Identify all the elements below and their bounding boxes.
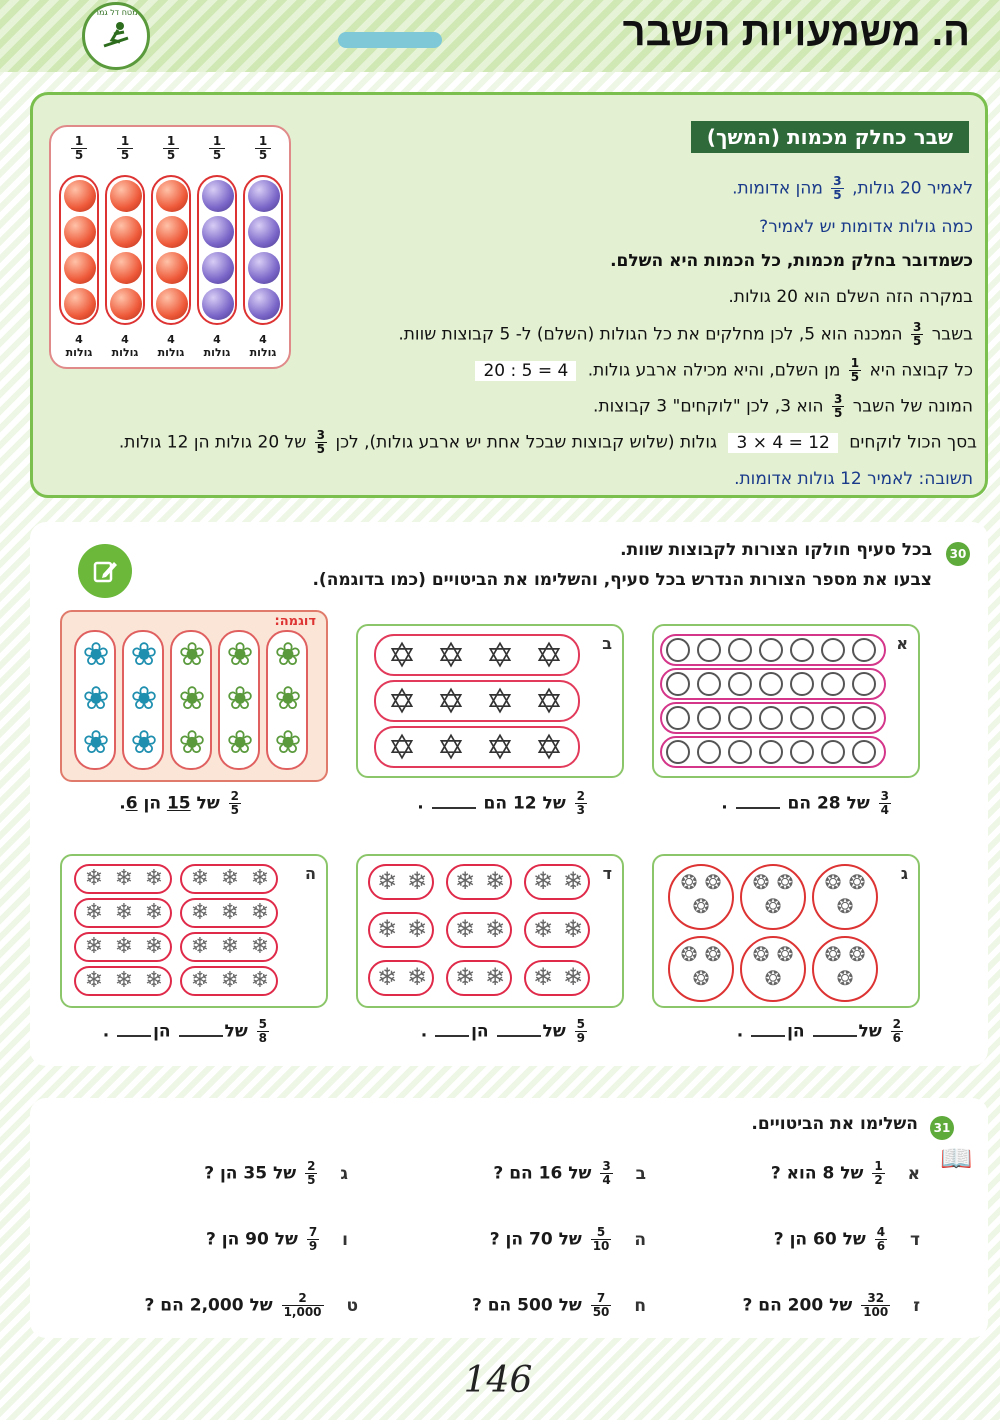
example-label: דוגמה: <box>274 614 316 629</box>
marble <box>156 288 188 320</box>
flower-shape: ❂ <box>692 966 710 990</box>
flower-shape: ❀ <box>130 723 158 761</box>
snowflake-shape: ❄ <box>562 915 584 943</box>
group-fraction: 1 5 <box>151 135 191 162</box>
snowflake-group <box>446 912 512 948</box>
flower-group <box>266 630 308 770</box>
star-shape: ✡ <box>485 682 515 722</box>
card-bet[interactable] <box>356 624 624 778</box>
flower-group <box>812 864 878 930</box>
snowflake-shape: ❄ <box>84 900 104 925</box>
ring-shape <box>790 740 814 764</box>
snowflake-group <box>446 960 512 996</box>
explanation-line-6: כל קבוצה היא $\frac{1}{5}$ מן השלם, והיא מכילה ארבע גולות. 20 : 5 = 4 <box>469 357 973 384</box>
ring-shape <box>790 638 814 662</box>
snowflake-shape: ❄ <box>562 867 584 895</box>
ring-shape <box>728 638 752 662</box>
snowflake-shape: ❄ <box>250 968 270 993</box>
marble-group <box>197 134 237 359</box>
card-letter: ה <box>305 864 316 883</box>
group-count: 4 גולות <box>157 333 185 359</box>
flower-shape: ❂ <box>824 942 842 966</box>
snowflake-shape: ❄ <box>454 963 476 991</box>
group-count: 4 גולות <box>203 333 231 359</box>
answer-blank[interactable] <box>813 1035 857 1037</box>
division-box: 20 : 5 = 4 <box>475 361 576 381</box>
question-instruction-2: צבעו את מספר הצורות הנדרש בכל סעיף, והשלימו את הביטויים (כמו בדוגמה). <box>312 570 932 590</box>
fraction: $\frac{2}{1,000}$ <box>283 1291 322 1319</box>
marble <box>248 180 280 212</box>
exercise-31 <box>30 1098 988 1338</box>
ring-shape <box>697 740 721 764</box>
fraction: $\frac{2}{5}$ <box>307 1159 316 1187</box>
header-decoration <box>338 32 442 48</box>
marble <box>202 288 234 320</box>
ring-shape <box>852 706 876 730</box>
flower-shape: ❂ <box>680 870 698 894</box>
explanation-line-5: בשבר $\frac{3}{5}$ המכנה הוא 5, לכן מחלקים את כל הגולות (השלם) ל- 5 קבוצות שוות. <box>398 320 973 348</box>
star-shape: ✡ <box>436 636 466 676</box>
flower-shape: ❀ <box>130 635 158 673</box>
ring-shape <box>759 706 783 730</box>
star-group <box>374 726 580 768</box>
item-he[interactable]: ה $\frac{5}{10}$ של 70 הן ? <box>489 1225 646 1253</box>
flower-shape: ❀ <box>82 635 110 673</box>
snowflake-shape: ❄ <box>454 867 476 895</box>
item-gimel[interactable]: ג $\frac{2}{5}$ של 35 הן ? <box>204 1159 348 1187</box>
flower-shape: ❀ <box>226 679 254 717</box>
snowflake-group <box>74 898 172 928</box>
marble-group <box>59 134 99 359</box>
snowflake-shape: ❄ <box>144 866 164 891</box>
marble-group <box>243 134 283 359</box>
snowflake-shape: ❄ <box>114 934 134 959</box>
ring-group <box>660 736 886 768</box>
flower-shape: ❀ <box>82 723 110 761</box>
ring-shape <box>852 638 876 662</box>
flower-shape: ❂ <box>704 870 722 894</box>
flower-group <box>218 630 260 770</box>
ring-shape <box>821 638 845 662</box>
snowflake-group <box>524 864 590 900</box>
ring-shape <box>666 706 690 730</box>
flower-shape: ❂ <box>848 942 866 966</box>
marble <box>110 180 142 212</box>
ring-group <box>660 702 886 734</box>
item-zayin[interactable]: ז $\frac{32}{100}$ של 200 הם ? <box>742 1291 920 1319</box>
fraction: $\frac{2}{5}$ <box>230 789 239 817</box>
snowflake-group <box>74 932 172 962</box>
item-tet[interactable]: ט $\frac{2}{1,000}$ של 2,000 הם ? <box>144 1291 358 1319</box>
ring-shape <box>852 740 876 764</box>
answer-aleph: $\frac{3}{4}$ של 28 הם . <box>721 789 889 817</box>
snowflake-shape: ❄ <box>484 915 506 943</box>
ring-shape <box>852 672 876 696</box>
group-fraction: 1 5 <box>59 135 99 162</box>
snowflake-shape: ❄ <box>144 900 164 925</box>
marble <box>64 288 96 320</box>
flower-group <box>740 936 806 1002</box>
snowflake-group <box>74 864 172 894</box>
snowflake-shape: ❄ <box>220 866 240 891</box>
ring-group <box>660 634 886 666</box>
flower-shape: ❂ <box>704 942 722 966</box>
star-shape: ✡ <box>387 682 417 722</box>
star-shape: ✡ <box>436 728 466 768</box>
snowflake-shape: ❄ <box>190 866 210 891</box>
item-het[interactable]: ח $\frac{7}{50}$ של 500 הם ? <box>471 1291 646 1319</box>
fraction: $\frac{3}{5}$ <box>912 320 922 348</box>
snowflake-shape: ❄ <box>406 915 428 943</box>
snowflake-group <box>368 864 434 900</box>
card-gimel[interactable] <box>652 854 920 1008</box>
card-letter: ב <box>602 634 612 653</box>
flower-shape: ❀ <box>274 723 302 761</box>
flower-shape: ❂ <box>764 894 782 918</box>
answer-he: $\frac{5}{8}$ של הן . <box>102 1017 267 1045</box>
marble <box>110 252 142 284</box>
explanation-line-2: כמה גולות אדומות יש לאמיר? <box>759 217 973 237</box>
star-shape: ✡ <box>387 636 417 676</box>
flower-shape: ❀ <box>226 635 254 673</box>
snowflake-group <box>368 912 434 948</box>
snowflake-group <box>524 960 590 996</box>
flower-group <box>668 864 734 930</box>
fraction: $\frac{1}{2}$ <box>874 1159 883 1187</box>
ring-shape <box>697 672 721 696</box>
snowflake-group <box>180 898 278 928</box>
marble <box>156 180 188 212</box>
marble-tube <box>151 175 191 325</box>
marble-group <box>105 134 145 359</box>
explanation-answer: תשובה: לאמיר 12 גולות אדומות. <box>734 469 973 489</box>
star-shape: ✡ <box>534 682 564 722</box>
flower-shape: ❂ <box>692 894 710 918</box>
star-shape: ✡ <box>436 682 466 722</box>
snowflake-shape: ❄ <box>484 867 506 895</box>
exercise-30 <box>30 522 988 1066</box>
question-instruction: השלימו את הביטויים. <box>751 1114 918 1134</box>
snowflake-shape: ❄ <box>84 968 104 993</box>
card-aleph[interactable] <box>652 624 920 778</box>
snowflake-shape: ❄ <box>532 867 554 895</box>
snowflake-shape: ❄ <box>144 934 164 959</box>
answer-blank[interactable] <box>117 1035 151 1037</box>
item-vav[interactable]: ו $\frac{7}{9}$ של 90 הן ? <box>205 1225 348 1253</box>
logo-text: מטח דל גמר <box>94 8 138 17</box>
card-letter: ג <box>900 864 908 883</box>
fraction: $\frac{5}{10}$ <box>592 1225 610 1253</box>
snowflake-group <box>446 864 512 900</box>
group-fraction: 1 5 <box>105 135 145 162</box>
snowflake-shape: ❄ <box>114 900 134 925</box>
snowflake-group <box>524 912 590 948</box>
card-he[interactable] <box>60 854 328 1008</box>
star-shape: ✡ <box>485 728 515 768</box>
marble <box>64 216 96 248</box>
snowflake-shape: ❄ <box>484 963 506 991</box>
snowflake-shape: ❄ <box>144 968 164 993</box>
answer-bet: $\frac{2}{3}$ של 12 הם . <box>417 789 585 817</box>
star-shape: ✡ <box>387 728 417 768</box>
page-title: ה. משמעויות השבר <box>622 10 970 54</box>
fraction: $\frac{3}{5}$ <box>833 174 842 202</box>
group-count: 4 גולות <box>111 333 139 359</box>
marble <box>156 252 188 284</box>
marble-tube <box>59 175 99 325</box>
fraction: $\frac{5}{9}$ <box>576 1017 585 1045</box>
card-letter: ד <box>602 864 612 883</box>
item-bet[interactable]: ב $\frac{3}{4}$ של 16 הם ? <box>493 1159 646 1187</box>
snowflake-shape: ❄ <box>376 963 398 991</box>
book-icon: 📖 <box>940 1144 973 1174</box>
flower-shape: ❂ <box>848 870 866 894</box>
publisher-logo <box>82 2 150 70</box>
fraction: $\frac{7}{50}$ <box>592 1291 610 1319</box>
page-number: 146 <box>463 1360 533 1401</box>
flower-shape: ❂ <box>776 870 794 894</box>
snowflake-shape: ❄ <box>406 963 428 991</box>
ring-group <box>660 668 886 700</box>
flower-group <box>668 936 734 1002</box>
explanation-line-7: המונה של השבר $\frac{3}{5}$ הוא 3, לכן "לוקחים" 3 קבוצות. <box>593 392 973 420</box>
snowflake-shape: ❄ <box>220 900 240 925</box>
star-group <box>374 634 580 676</box>
ring-shape <box>666 672 690 696</box>
flower-group <box>122 630 164 770</box>
flower-group <box>74 630 116 770</box>
flower-shape: ❀ <box>130 679 158 717</box>
snowflake-shape: ❄ <box>562 963 584 991</box>
flower-group <box>170 630 212 770</box>
snowflake-shape: ❄ <box>190 934 210 959</box>
ring-shape <box>666 740 690 764</box>
explanation-line-4: במקרה הזה השלם הוא 20 גולות. <box>728 287 973 307</box>
snowflake-shape: ❄ <box>250 866 270 891</box>
snowflake-shape: ❄ <box>220 968 240 993</box>
ring-shape <box>821 740 845 764</box>
item-dalet[interactable]: ד $\frac{4}{6}$ של 60 הן ? <box>773 1225 920 1253</box>
flower-shape: ❀ <box>178 723 206 761</box>
multiplication-box: 3 × 4 = 12 <box>728 433 837 453</box>
snowflake-shape: ❄ <box>220 934 240 959</box>
answer-blank[interactable] <box>736 807 780 809</box>
fraction: $\frac{2}{6}$ <box>892 1017 901 1045</box>
fraction: $\frac{32}{100}$ <box>863 1291 889 1319</box>
flower-shape: ❀ <box>274 635 302 673</box>
snowflake-shape: ❄ <box>190 968 210 993</box>
ring-shape <box>790 672 814 696</box>
flower-shape: ❂ <box>824 870 842 894</box>
marble <box>64 252 96 284</box>
ring-shape <box>697 638 721 662</box>
answer-blank[interactable] <box>179 1035 223 1037</box>
snowflake-shape: ❄ <box>250 934 270 959</box>
marble <box>110 288 142 320</box>
ring-shape <box>759 740 783 764</box>
fraction: $\frac{3}{5}$ <box>833 392 843 420</box>
snowflake-shape: ❄ <box>376 915 398 943</box>
fraction: $\frac{3}{4}$ <box>602 1159 611 1187</box>
marble <box>202 252 234 284</box>
group-fraction: 1 5 <box>197 135 237 162</box>
marbles-illustration <box>49 125 291 369</box>
ring-shape <box>759 672 783 696</box>
flower-shape: ❀ <box>178 679 206 717</box>
flower-shape: ❂ <box>752 942 770 966</box>
answer-blank[interactable] <box>497 1035 541 1037</box>
flower-shape: ❀ <box>82 679 110 717</box>
explanation-line-3: כשמדובר בחלק מכמות, כל הכמות היא השלם. <box>610 251 973 271</box>
marble <box>156 216 188 248</box>
star-shape: ✡ <box>534 728 564 768</box>
fraction: $\frac{5}{8}$ <box>258 1017 267 1045</box>
card-letter: א <box>896 634 908 653</box>
snowflake-shape: ❄ <box>250 900 270 925</box>
explanation-line-1: לאמיר 20 גולות, $\frac{3}{5}$ מהן אדומות. <box>732 174 973 202</box>
explanation-line-8: בסך הכול לוקחים 3 × 4 = 12 גולות (שלוש קבוצות שבכל אחת יש ארבע גולות), לכן $\frac{3}{5}$ של 20 גולות הן 12 גולות. <box>118 428 977 456</box>
skier-icon <box>96 16 136 56</box>
ring-shape <box>821 706 845 730</box>
flower-shape: ❂ <box>836 966 854 990</box>
marble-group <box>151 134 191 359</box>
snowflake-group <box>74 966 172 996</box>
group-count: 4 גולות <box>65 333 93 359</box>
snowflake-shape: ❄ <box>114 968 134 993</box>
marble-tube <box>197 175 237 325</box>
card-example <box>60 610 328 782</box>
question-number: 30 <box>946 542 970 566</box>
snowflake-shape: ❄ <box>114 866 134 891</box>
item-aleph[interactable]: א $\frac{1}{2}$ של 8 הוא ? <box>770 1159 920 1187</box>
snowflake-shape: ❄ <box>406 867 428 895</box>
flower-shape: ❂ <box>836 894 854 918</box>
explanation-box <box>30 92 988 498</box>
fraction: $\frac{4}{6}$ <box>876 1225 886 1253</box>
marble <box>248 288 280 320</box>
flower-shape: ❂ <box>776 942 794 966</box>
ring-shape <box>728 740 752 764</box>
question-instruction-1: בכל סעיף חולקו הצורות לקבוצות שוות. <box>620 540 932 560</box>
snowflake-group <box>180 932 278 962</box>
answer-blank[interactable] <box>751 1035 785 1037</box>
marble <box>202 216 234 248</box>
snowflake-shape: ❄ <box>84 866 104 891</box>
answer-example: $\frac{2}{5}$ של 15 הן 6. <box>119 789 239 817</box>
snowflake-shape: ❄ <box>532 915 554 943</box>
marble <box>248 252 280 284</box>
ring-shape <box>821 672 845 696</box>
star-shape: ✡ <box>534 636 564 676</box>
snowflake-shape: ❄ <box>190 900 210 925</box>
card-dalet[interactable] <box>356 854 624 1008</box>
ring-shape <box>728 672 752 696</box>
flower-group <box>812 936 878 1002</box>
pencil-icon[interactable] <box>78 544 132 598</box>
fraction: $\frac{3}{5}$ <box>316 428 326 456</box>
flower-shape: ❂ <box>752 870 770 894</box>
answer-blank[interactable] <box>435 1035 469 1037</box>
star-shape: ✡ <box>485 636 515 676</box>
flower-shape: ❀ <box>178 635 206 673</box>
snowflake-shape: ❄ <box>376 867 398 895</box>
group-fraction: 1 5 <box>243 135 283 162</box>
flower-shape: ❀ <box>274 679 302 717</box>
answer-blank[interactable] <box>432 807 476 809</box>
answer-dalet: $\frac{5}{9}$ של הן . <box>420 1017 585 1045</box>
answer-gimel: $\frac{2}{6}$ של הן . <box>736 1017 901 1045</box>
marble <box>248 216 280 248</box>
snowflake-group <box>180 966 278 996</box>
ring-shape <box>790 706 814 730</box>
explanation-heading: שבר כחלק מכמות (המשך) <box>691 121 969 153</box>
page-header <box>0 0 1000 72</box>
snowflake-shape: ❄ <box>84 934 104 959</box>
snowflake-shape: ❄ <box>454 915 476 943</box>
marble <box>64 180 96 212</box>
snowflake-group <box>368 960 434 996</box>
fraction: $\frac{3}{4}$ <box>880 789 889 817</box>
ring-shape <box>759 638 783 662</box>
flower-shape: ❀ <box>226 723 254 761</box>
marble <box>202 180 234 212</box>
snowflake-shape: ❄ <box>532 963 554 991</box>
flower-group <box>740 864 806 930</box>
flower-shape: ❂ <box>680 942 698 966</box>
flower-shape: ❂ <box>764 966 782 990</box>
marble-tube <box>243 175 283 325</box>
question-number: 31 <box>930 1116 954 1140</box>
fraction: $\frac{2}{3}$ <box>576 789 585 817</box>
fraction: $\frac{7}{9}$ <box>308 1225 318 1253</box>
group-count: 4 גולות <box>249 333 277 359</box>
snowflake-group <box>180 864 278 894</box>
ring-shape <box>666 638 690 662</box>
star-group <box>374 680 580 722</box>
marble-tube <box>105 175 145 325</box>
ring-shape <box>697 706 721 730</box>
fraction: $\frac{1}{5}$ <box>850 356 860 384</box>
ring-shape <box>728 706 752 730</box>
marble <box>110 216 142 248</box>
